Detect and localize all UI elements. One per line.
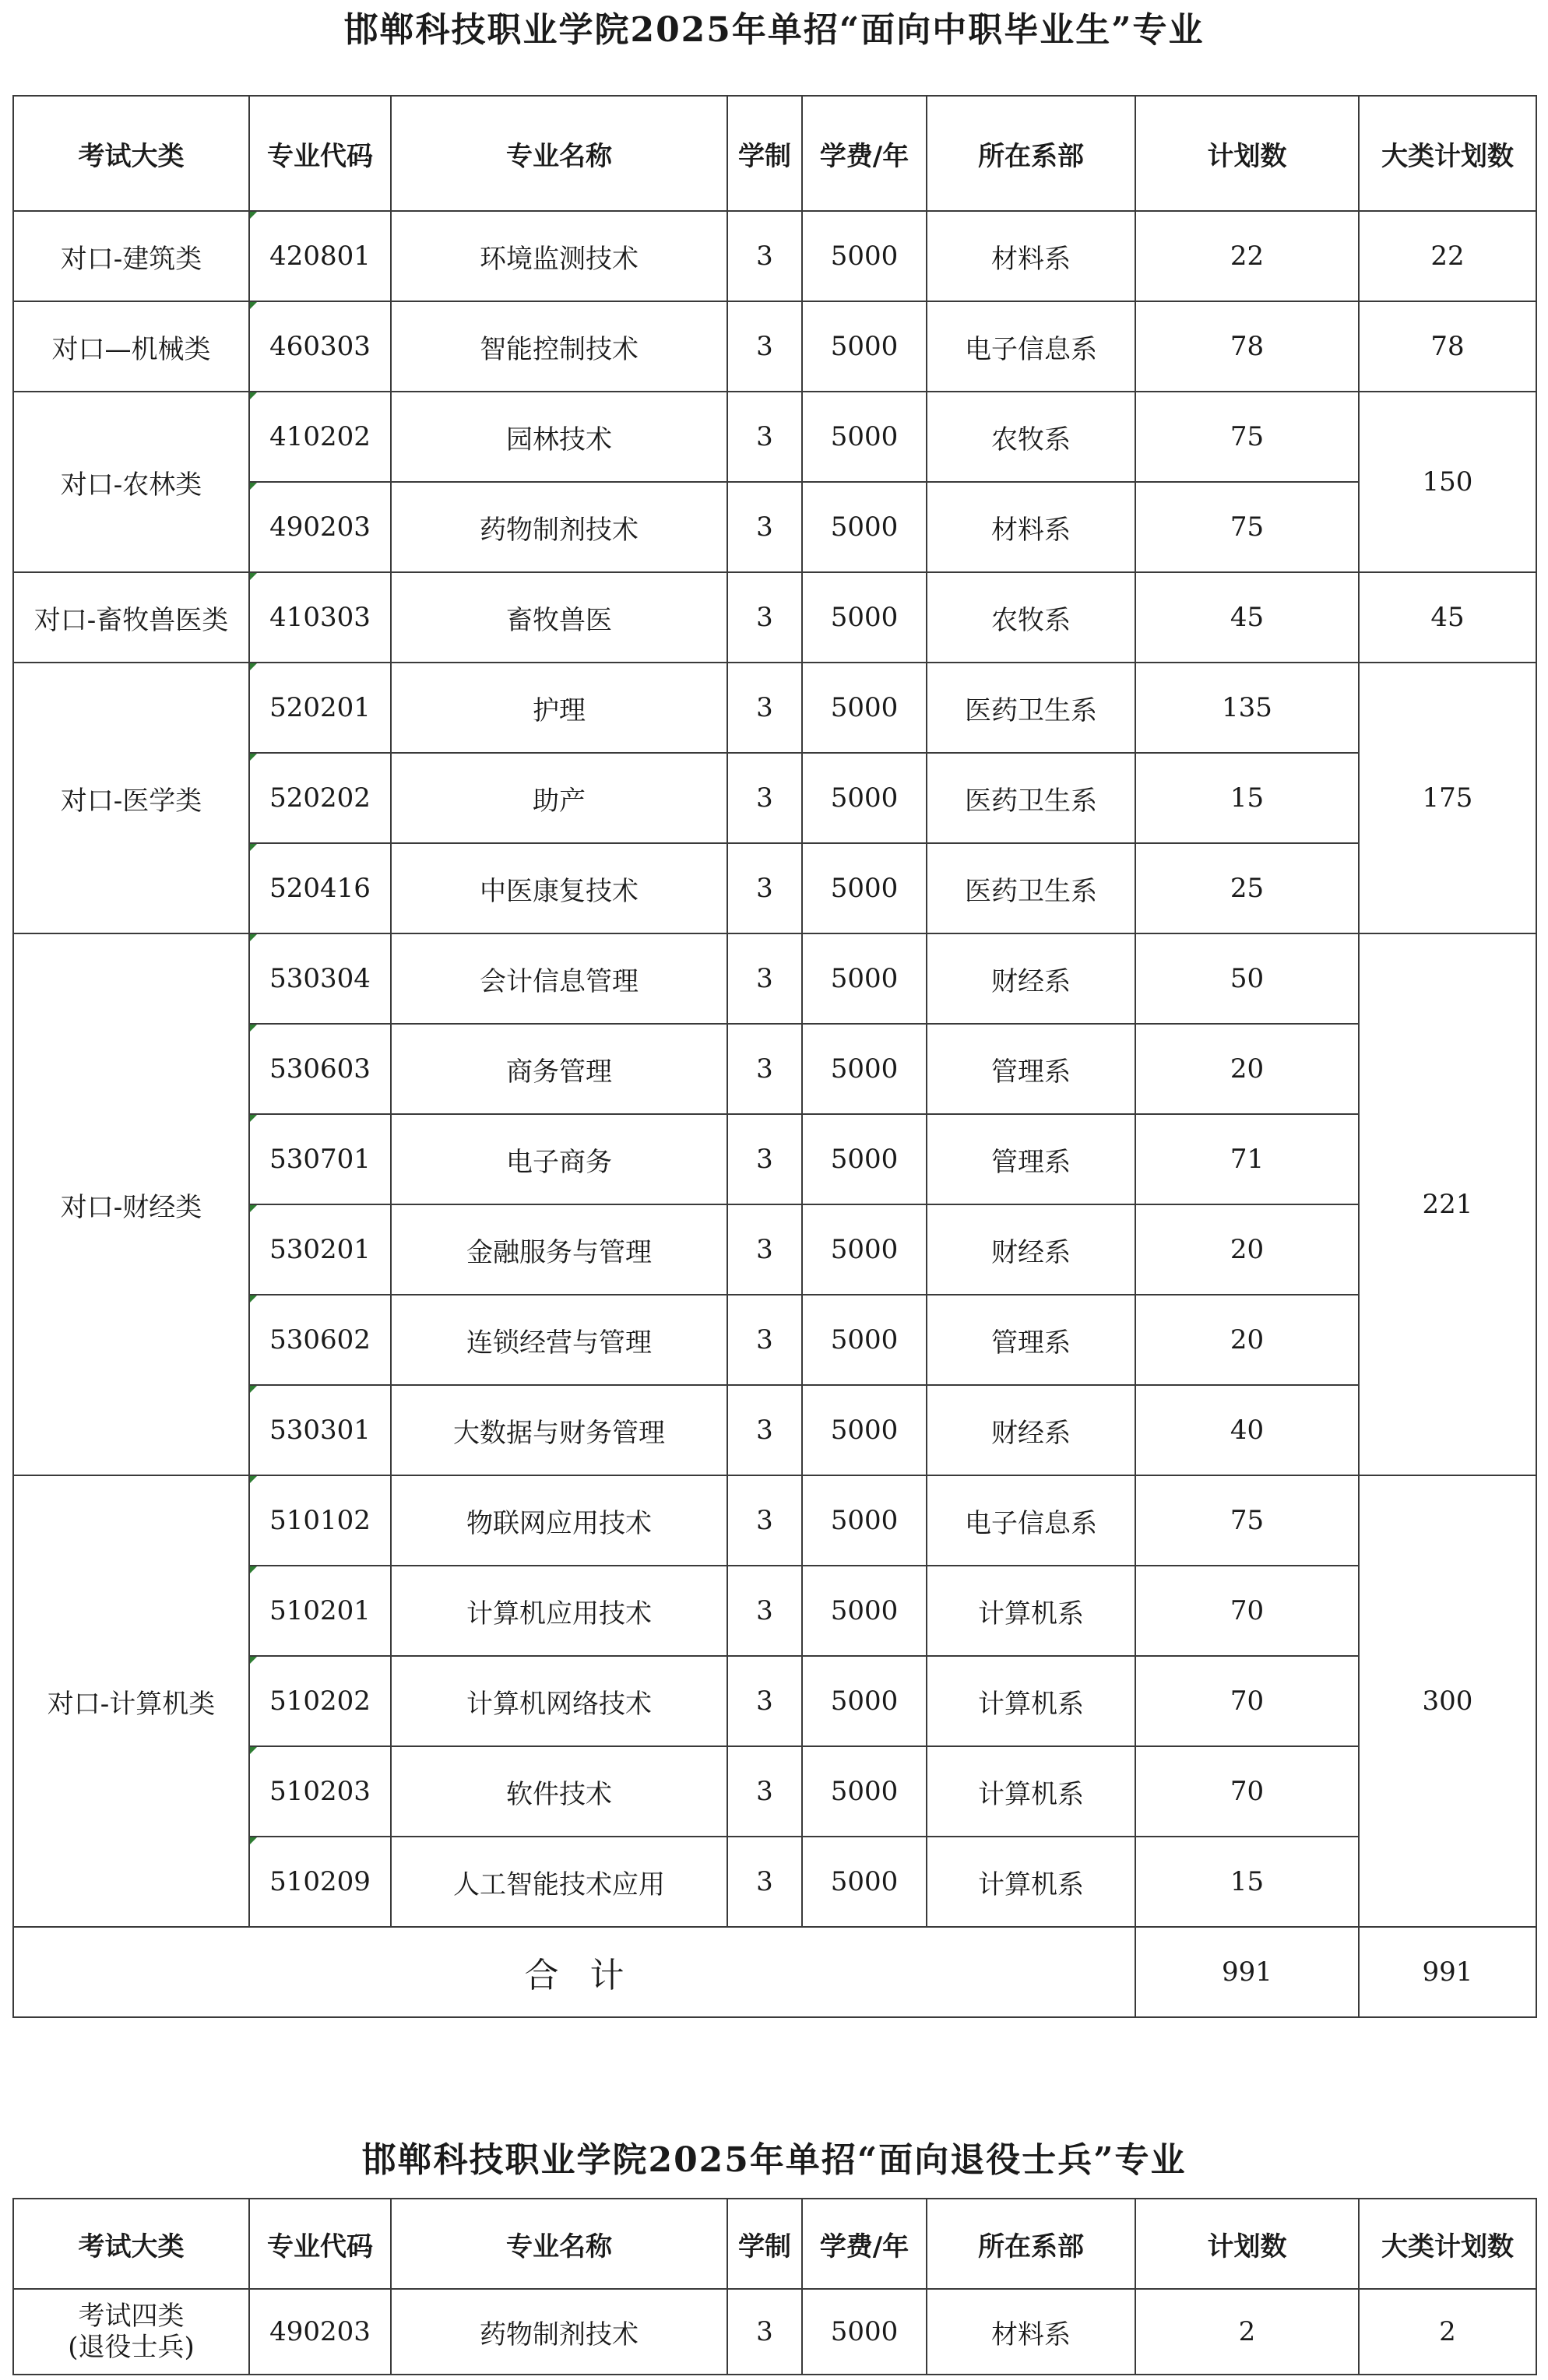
duration-cell: 3 xyxy=(727,1475,802,1566)
column-header: 专业代码 xyxy=(249,2199,391,2289)
department-cell: 管理系 xyxy=(927,1114,1135,1204)
major-name-cell: 智能控制技术 xyxy=(391,301,727,392)
plan-count-cell: 50 xyxy=(1135,933,1359,1024)
plan-count-cell: 135 xyxy=(1135,663,1359,753)
tuition-cell: 5000 xyxy=(802,933,927,1024)
major-code-cell: 420801 xyxy=(249,211,391,301)
tuition-cell: 5000 xyxy=(802,2289,927,2375)
major-code-cell: 530301 xyxy=(249,1385,391,1475)
column-header: 计划数 xyxy=(1135,2199,1359,2289)
department-cell: 材料系 xyxy=(927,211,1135,301)
tuition-cell: 5000 xyxy=(802,1114,927,1204)
column-header: 计划数 xyxy=(1135,96,1359,211)
major-name-cell: 药物制剂技术 xyxy=(391,482,727,572)
column-header: 所在系部 xyxy=(927,96,1135,211)
major-code-cell: 510209 xyxy=(249,1837,391,1927)
tuition-cell: 5000 xyxy=(802,572,927,663)
major-name-cell: 环境监测技术 xyxy=(391,211,727,301)
major-code-cell: 510202 xyxy=(249,1656,391,1746)
exam-category-line1: 考试四类 xyxy=(78,2301,185,2332)
plan-count-cell: 20 xyxy=(1135,1295,1359,1385)
duration-cell: 3 xyxy=(727,1837,802,1927)
major-code-cell: 530201 xyxy=(249,1204,391,1295)
major-name-cell: 计算机网络技术 xyxy=(391,1656,727,1746)
plan-count-cell: 40 xyxy=(1135,1385,1359,1475)
duration-cell: 3 xyxy=(727,1746,802,1837)
category-plan-total-cell: 221 xyxy=(1359,933,1536,1475)
duration-cell: 3 xyxy=(727,843,802,933)
exam-category-line2: (退役士兵) xyxy=(68,2332,195,2363)
plan-count-cell: 15 xyxy=(1135,753,1359,843)
total-category-cell: 991 xyxy=(1359,1927,1536,2017)
department-cell: 农牧系 xyxy=(927,392,1135,482)
plan-count-cell: 2 xyxy=(1135,2289,1359,2375)
major-name-cell: 畜牧兽医 xyxy=(391,572,727,663)
tuition-cell: 5000 xyxy=(802,301,927,392)
department-cell: 材料系 xyxy=(927,482,1135,572)
duration-cell: 3 xyxy=(727,1024,802,1114)
page-title-secondary-vocational: 邯郸科技职业学院2025年单招“面向中职毕业生”专业 xyxy=(343,10,1205,50)
plan-count-cell: 75 xyxy=(1135,1475,1359,1566)
tuition-cell: 5000 xyxy=(802,211,927,301)
major-name-cell: 园林技术 xyxy=(391,392,727,482)
major-name-cell: 人工智能技术应用 xyxy=(391,1837,727,1927)
table-row xyxy=(13,663,1536,753)
tuition-cell: 5000 xyxy=(802,753,927,843)
tuition-cell: 5000 xyxy=(802,1566,927,1656)
major-code-cell: 490203 xyxy=(249,482,391,572)
exam-category-cell: 对口-建筑类 xyxy=(13,211,249,301)
column-header: 考试大类 xyxy=(13,96,249,211)
duration-cell: 3 xyxy=(727,1114,802,1204)
column-header: 专业名称 xyxy=(391,96,727,211)
duration-cell: 3 xyxy=(727,392,802,482)
department-cell: 医药卫生系 xyxy=(927,663,1135,753)
plan-count-cell: 45 xyxy=(1135,572,1359,663)
page-title-veterans: 邯郸科技职业学院2025年单招“面向退役士兵”专业 xyxy=(361,2140,1187,2180)
plan-count-cell: 20 xyxy=(1135,1204,1359,1295)
tuition-cell: 5000 xyxy=(802,1656,927,1746)
tuition-cell: 5000 xyxy=(802,1024,927,1114)
major-name-cell: 助产 xyxy=(391,753,727,843)
major-code-cell: 520202 xyxy=(249,753,391,843)
duration-cell: 3 xyxy=(727,1566,802,1656)
tuition-cell: 5000 xyxy=(802,1837,927,1927)
column-header: 学费/年 xyxy=(802,2199,927,2289)
category-plan-total-cell: 175 xyxy=(1359,663,1536,933)
major-name-cell: 会计信息管理 xyxy=(391,933,727,1024)
tuition-cell: 5000 xyxy=(802,663,927,753)
exam-category-cell: 对口-畜牧兽医类 xyxy=(13,572,249,663)
major-code-cell: 530603 xyxy=(249,1024,391,1114)
category-plan-total-cell: 2 xyxy=(1359,2289,1536,2375)
plan-count-cell: 75 xyxy=(1135,392,1359,482)
category-plan-total-cell: 22 xyxy=(1359,211,1536,301)
table-row xyxy=(13,572,1536,663)
exam-category-cell: 对口-财经类 xyxy=(13,933,249,1475)
total-label: 合计 xyxy=(13,1927,1135,2017)
plan-count-cell: 25 xyxy=(1135,843,1359,933)
duration-cell: 3 xyxy=(727,1295,802,1385)
enrollment-table-veterans xyxy=(12,2198,1537,2375)
tuition-cell: 5000 xyxy=(802,843,927,933)
duration-cell: 3 xyxy=(727,933,802,1024)
duration-cell: 3 xyxy=(727,2289,802,2375)
plan-count-cell: 70 xyxy=(1135,1656,1359,1746)
major-name-cell: 软件技术 xyxy=(391,1746,727,1837)
column-header: 学制 xyxy=(727,2199,802,2289)
department-cell: 计算机系 xyxy=(927,1746,1135,1837)
plan-count-cell: 75 xyxy=(1135,482,1359,572)
category-plan-total-cell: 150 xyxy=(1359,392,1536,572)
tuition-cell: 5000 xyxy=(802,1746,927,1837)
total-row xyxy=(13,1927,1536,2017)
major-code-cell: 530602 xyxy=(249,1295,391,1385)
duration-cell: 3 xyxy=(727,482,802,572)
exam-category-cell xyxy=(13,2289,249,2375)
plan-count-cell: 15 xyxy=(1135,1837,1359,1927)
duration-cell: 3 xyxy=(727,753,802,843)
plan-count-cell: 20 xyxy=(1135,1024,1359,1114)
plan-count-cell: 71 xyxy=(1135,1114,1359,1204)
major-code-cell: 410202 xyxy=(249,392,391,482)
total-plan-cell: 991 xyxy=(1135,1927,1359,2017)
department-cell: 管理系 xyxy=(927,1024,1135,1114)
department-cell: 医药卫生系 xyxy=(927,753,1135,843)
table-header-row xyxy=(13,2199,1536,2289)
table-row xyxy=(13,392,1536,482)
duration-cell: 3 xyxy=(727,572,802,663)
major-code-cell: 510102 xyxy=(249,1475,391,1566)
major-name-cell: 药物制剂技术 xyxy=(391,2289,727,2375)
column-header: 学制 xyxy=(727,96,802,211)
duration-cell: 3 xyxy=(727,301,802,392)
department-cell: 农牧系 xyxy=(927,572,1135,663)
department-cell: 财经系 xyxy=(927,1204,1135,1295)
tuition-cell: 5000 xyxy=(802,1385,927,1475)
major-code-cell: 520416 xyxy=(249,843,391,933)
major-code-cell: 520201 xyxy=(249,663,391,753)
exam-category-cell: 对口-医学类 xyxy=(13,663,249,933)
department-cell: 电子信息系 xyxy=(927,1475,1135,1566)
table-row xyxy=(13,301,1536,392)
duration-cell: 3 xyxy=(727,1385,802,1475)
plan-count-cell: 70 xyxy=(1135,1566,1359,1656)
category-plan-total-cell: 300 xyxy=(1359,1475,1536,1927)
column-header: 大类计划数 xyxy=(1359,2199,1536,2289)
tuition-cell: 5000 xyxy=(802,1295,927,1385)
tuition-cell: 5000 xyxy=(802,1475,927,1566)
major-name-cell: 计算机应用技术 xyxy=(391,1566,727,1656)
major-name-cell: 护理 xyxy=(391,663,727,753)
department-cell: 计算机系 xyxy=(927,1566,1135,1656)
table-row xyxy=(13,1475,1536,1566)
plan-count-cell: 22 xyxy=(1135,211,1359,301)
department-cell: 材料系 xyxy=(927,2289,1135,2375)
tuition-cell: 5000 xyxy=(802,482,927,572)
plan-count-cell: 78 xyxy=(1135,301,1359,392)
major-code-cell: 510203 xyxy=(249,1746,391,1837)
major-code-cell: 530701 xyxy=(249,1114,391,1204)
table-row xyxy=(13,2289,1536,2375)
exam-category-cell: 对口-农林类 xyxy=(13,392,249,572)
tuition-cell: 5000 xyxy=(802,1204,927,1295)
column-header: 专业名称 xyxy=(391,2199,727,2289)
major-name-cell: 大数据与财务管理 xyxy=(391,1385,727,1475)
major-code-cell: 490203 xyxy=(249,2289,391,2375)
column-header: 考试大类 xyxy=(13,2199,249,2289)
major-code-cell: 460303 xyxy=(249,301,391,392)
major-name-cell: 商务管理 xyxy=(391,1024,727,1114)
column-header: 大类计划数 xyxy=(1359,96,1536,211)
department-cell: 财经系 xyxy=(927,1385,1135,1475)
enrollment-table-vocational xyxy=(12,95,1537,2018)
exam-category-cell: 对口—机械类 xyxy=(13,301,249,392)
department-cell: 电子信息系 xyxy=(927,301,1135,392)
column-header: 所在系部 xyxy=(927,2199,1135,2289)
duration-cell: 3 xyxy=(727,211,802,301)
department-cell: 财经系 xyxy=(927,933,1135,1024)
major-code-cell: 410303 xyxy=(249,572,391,663)
major-name-cell: 金融服务与管理 xyxy=(391,1204,727,1295)
department-cell: 计算机系 xyxy=(927,1837,1135,1927)
department-cell: 计算机系 xyxy=(927,1656,1135,1746)
category-plan-total-cell: 45 xyxy=(1359,572,1536,663)
tuition-cell: 5000 xyxy=(802,392,927,482)
duration-cell: 3 xyxy=(727,663,802,753)
major-name-cell: 物联网应用技术 xyxy=(391,1475,727,1566)
major-code-cell: 530304 xyxy=(249,933,391,1024)
exam-category-cell: 对口-计算机类 xyxy=(13,1475,249,1927)
table-row xyxy=(13,211,1536,301)
category-plan-total-cell: 78 xyxy=(1359,301,1536,392)
major-name-cell: 中医康复技术 xyxy=(391,843,727,933)
major-name-cell: 电子商务 xyxy=(391,1114,727,1204)
plan-count-cell: 70 xyxy=(1135,1746,1359,1837)
department-cell: 管理系 xyxy=(927,1295,1135,1385)
table-header-row xyxy=(13,96,1536,211)
column-header: 专业代码 xyxy=(249,96,391,211)
major-code-cell: 510201 xyxy=(249,1566,391,1656)
duration-cell: 3 xyxy=(727,1656,802,1746)
department-cell: 医药卫生系 xyxy=(927,843,1135,933)
major-name-cell: 连锁经营与管理 xyxy=(391,1295,727,1385)
table-row xyxy=(13,933,1536,1024)
duration-cell: 3 xyxy=(727,1204,802,1295)
column-header: 学费/年 xyxy=(802,96,927,211)
